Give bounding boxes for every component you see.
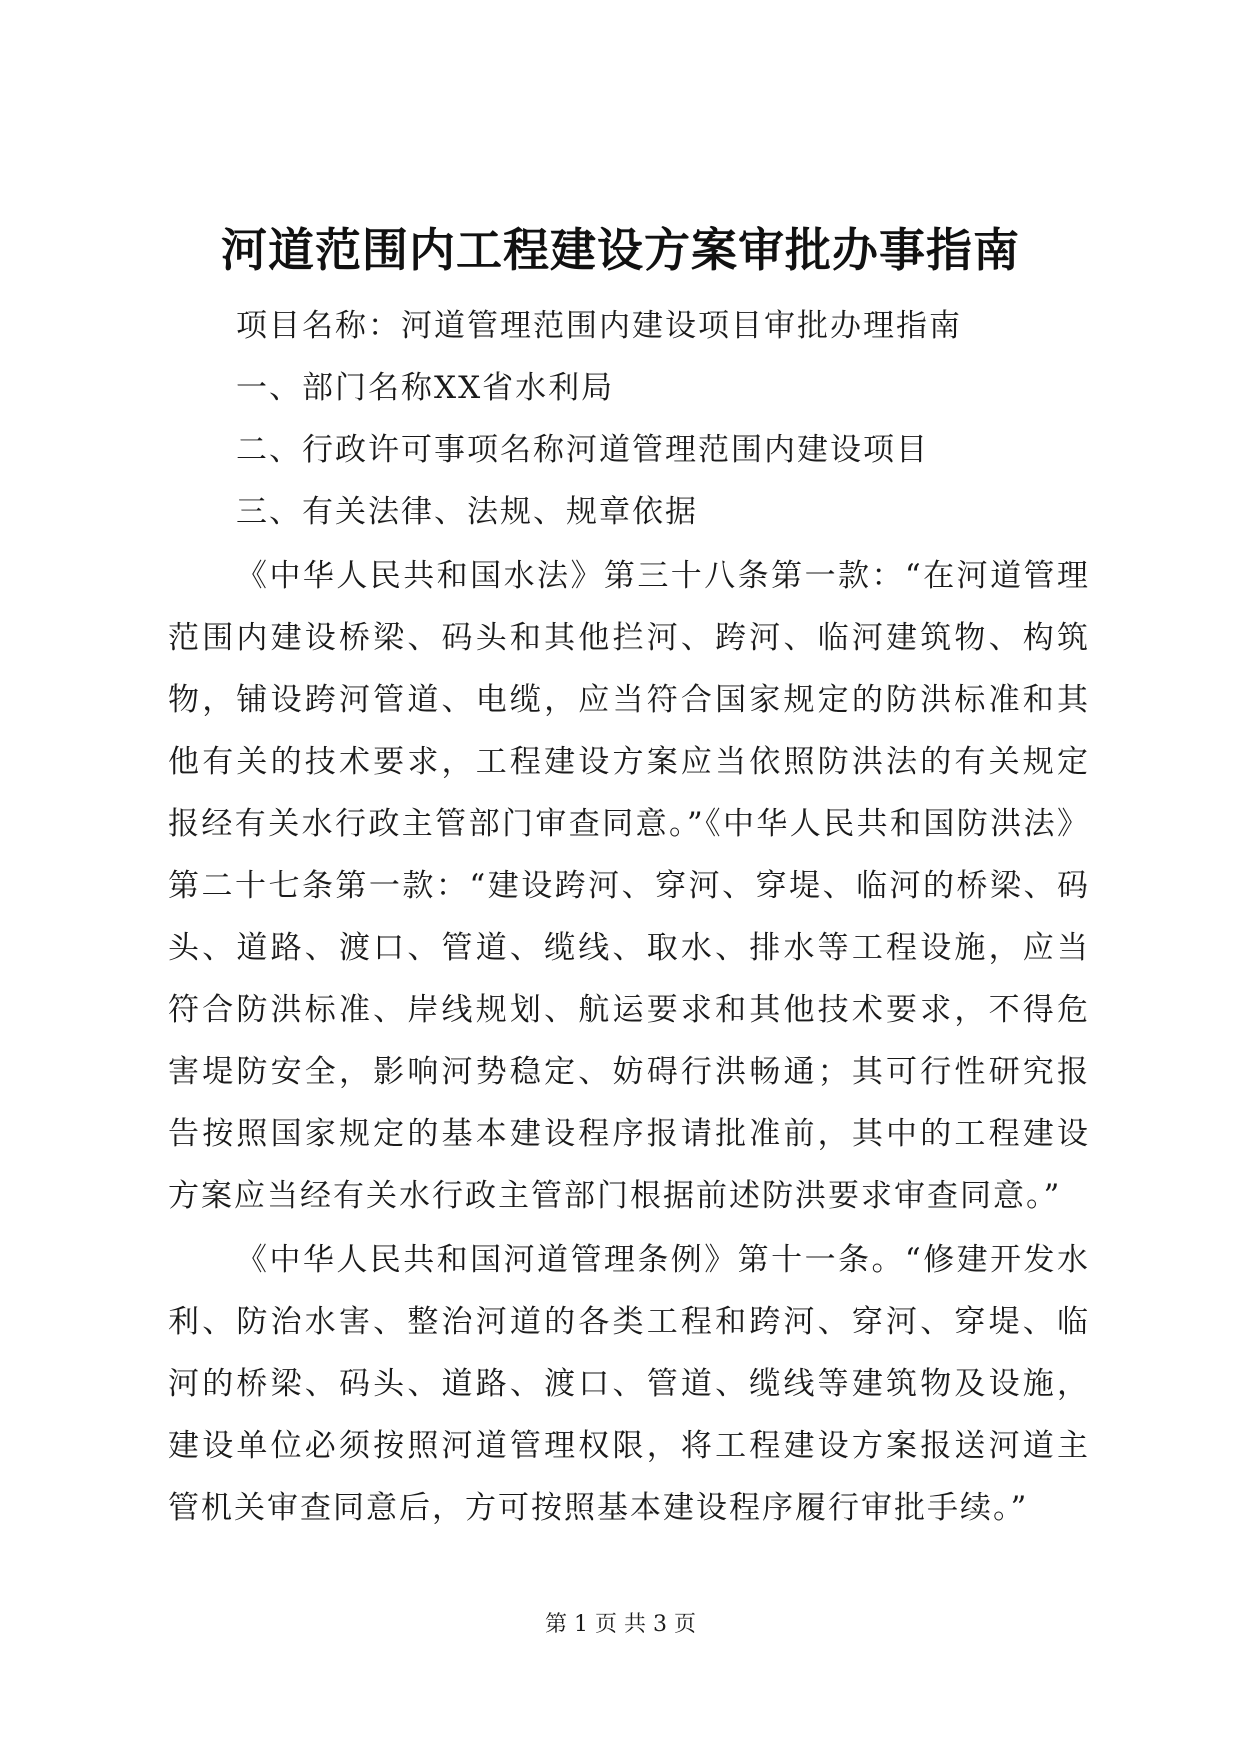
document-body bbox=[168, 295, 1090, 1539]
paragraph-water-law: 《中华人民共和国水法》第三十八条第一款：“在河道管理范围内建设桥梁、码头和其他拦河、跨河、临河建筑物、构筑物，铺设跨河管道、电缆，应当符合国家规定的防洪标准和其他有关的技术要求，工程建设方案应当依照防洪法的有关规定报经有关水行政主管部门审查同意。”《中华人民共和国防洪法》第二十七条第一款：“建设跨河、穿河、穿堤、临河的桥梁、码头、道路、渡口、管道、缆线、取水、排水等工程设施，应当符合防洪标准、岸线规划、航运要求和其他技术要求，不得危害堤防安全，影响河势稳定、妨碍行洪畅通；其可行性研究报告按照国家规定的基本建设程序报请批准前，其中的工程建设方案应当经有关水行政主管部门根据前述防洪要求审查同意。” bbox=[168, 558, 1090, 1214]
section-legal-basis: 三、有关法律、法规、规章依据 bbox=[236, 494, 698, 530]
project-name-line: 项目名称：河道管理范围内建设项目审批办理指南 bbox=[236, 308, 962, 344]
paragraph-river-regulation: 《中华人民共和国河道管理条例》第十一条。“修建开发水利、防治水害、整治河道的各类工程和跨河、穿河、穿堤、临河的桥梁、码头、道路、渡口、管道、缆线等建筑物及设施，建设单位必须按照河道管理权限，将工程建设方案报送河道主管机关审查同意后，方可按照基本建设程序履行审批手续。” bbox=[168, 1242, 1090, 1526]
page-footer: 第 1 页 共 3 页 bbox=[545, 1612, 696, 1637]
section-department: 一、部门名称XX省水利局 bbox=[236, 370, 615, 406]
section-permit-item: 二、行政许可事项名称河道管理范围内建设项目 bbox=[236, 432, 929, 468]
document-title: 河道范围内工程建设方案审批办事指南 bbox=[221, 223, 1020, 277]
